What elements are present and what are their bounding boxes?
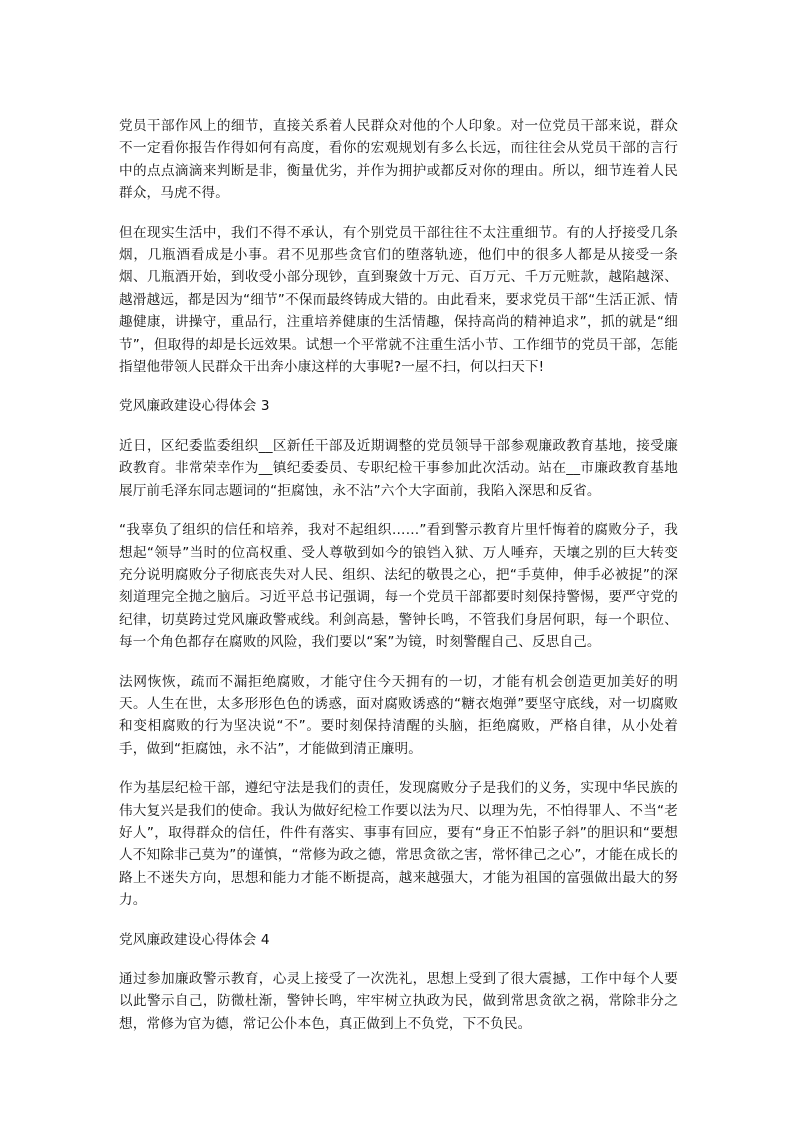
paragraph-discipline-duty: 作为基层纪检干部，遵纪守法是我们的责任，发现腐败分子是我们的义务，实现中华民族的伟大复兴是我们的使命。我认为做好纪检工作要以法为尺、以理为先，不怕得罪人、不当“老好人”，取得群众的信任，件件有落实、事事有回应，要有“身正不怕影子斜”的胆识和“要想人不知除非己莫为”的谨慎，“常修为政之德，常思贪欲之害，常怀律己之心”，才能在成长的路上不迷失方向，思想和能力才能不断提高，越来越强大，才能为祖国的富强做出最大的努力。 (119, 780, 678, 909)
section-heading-4: 党风廉政建设心得体会 4 (119, 931, 270, 948)
paragraph-warning-education: 通过参加廉政警示教育，心灵上接受了一次洗礼，思想上受到了很大震撼，工作中每个人要以此警示自己，防微杜渐，警钟长鸣，牢牢树立执政为民，做到常思贪欲之祸，常除非分之想，常修为官为德，常记公仆本色，真正做到上不负党，下不负民。 (119, 971, 678, 1032)
paragraph-education-visit: 近日，区纪委监委组织__区新任干部及近期调整的党员领导干部参观廉政教育基地，接受廉政教育。非常荣幸作为__镇纪委委员、专职纪检干事参加此次活动。站在__市廉政教育基地展厅前毛泽东同志题词的“拒腐蚀，永不沾”六个大字面前，我陷入深思和反省。 (119, 437, 678, 499)
paragraph-warning-film: “我辜负了组织的信任和培养，我对不起组织……”看到警示教育片里忏悔着的腐败分子，我想起“领导”当时的位高权重、受人尊敬到如今的锒铛入狱、万人唾弃，天壤之别的巨大转变充分说明腐败分子彻底丧失对人民、组织、法纪的敬畏之心，把“手莫伸，伸手必被捉”的深刻道理完全抛之脑后。习近平总书记强调，每一个党员干部都要时刻保持警惕，要严守党的纪律，切莫跨过党风廉政警戒线。利剑高悬，警钟长鸣，不管我们身居何职，每一个职位、每一个角色都存在腐败的风险，我们要以“案”为镜，时刻警醒自己、反思自己。 (119, 522, 678, 651)
paragraph-detail-reality: 但在现实生活中，我们不得不承认，有个别党员干部往往不太注重细节。有的人抒接受几条烟，几瓶酒看成是小事。君不见那些贪官们的堕落轨迹，他们中的很多人都是从接受一条烟、几瓶酒开始，到收受小部分现钞，直到聚敛十万元、百万元、千万元赃款，越陷越深、越滑越远，都是因为“细节”不保而最终铸成大错的。由此看来，要求党员干部“生活正派、情趣健康，讲操守，重品行，注重培养健康的生活情趣，保持高尚的精神追求”，抓的就是“细节”，但取得的却是长远效果。试想一个平常就不注重生活小节、工作细节的党员干部，怎能指望他带领人民群众干出奔小康这样的大事呢?一屋不扫，何以扫天下! (119, 224, 678, 376)
section-heading-3: 党风廉政建设心得体会 3 (119, 398, 270, 415)
paragraph-detail-impression: 党员干部作风上的细节，直接关系着人民群众对他的个人印象。对一位党员干部来说，群众不一定看你报告作得如何有高度，看你的宏观规划有多么长远，而往往会从党员干部的言行中的点点滴滴来判断是非，衡量优劣，并作为拥护或都反对你的理由。所以，细节连着人民群众，马虎不得。 (119, 118, 678, 202)
document-body (119, 115, 678, 1052)
paragraph-refuse-corruption: 法网恢恢，疏而不漏拒绝腐败，才能守住今天拥有的一切，才能有机会创造更加美好的明天。人生在世，太多形形色色的诱惑，面对腐败诱惑的“糖衣炮弹”要坚守底线，对一切腐败和变相腐败的行为坚决说“不”。要时刻保持清醒的头脑，拒绝腐败，严格自律，从小处着手，做到“拒腐蚀，永不沾”，才能做到清正廉明。 (119, 673, 678, 757)
